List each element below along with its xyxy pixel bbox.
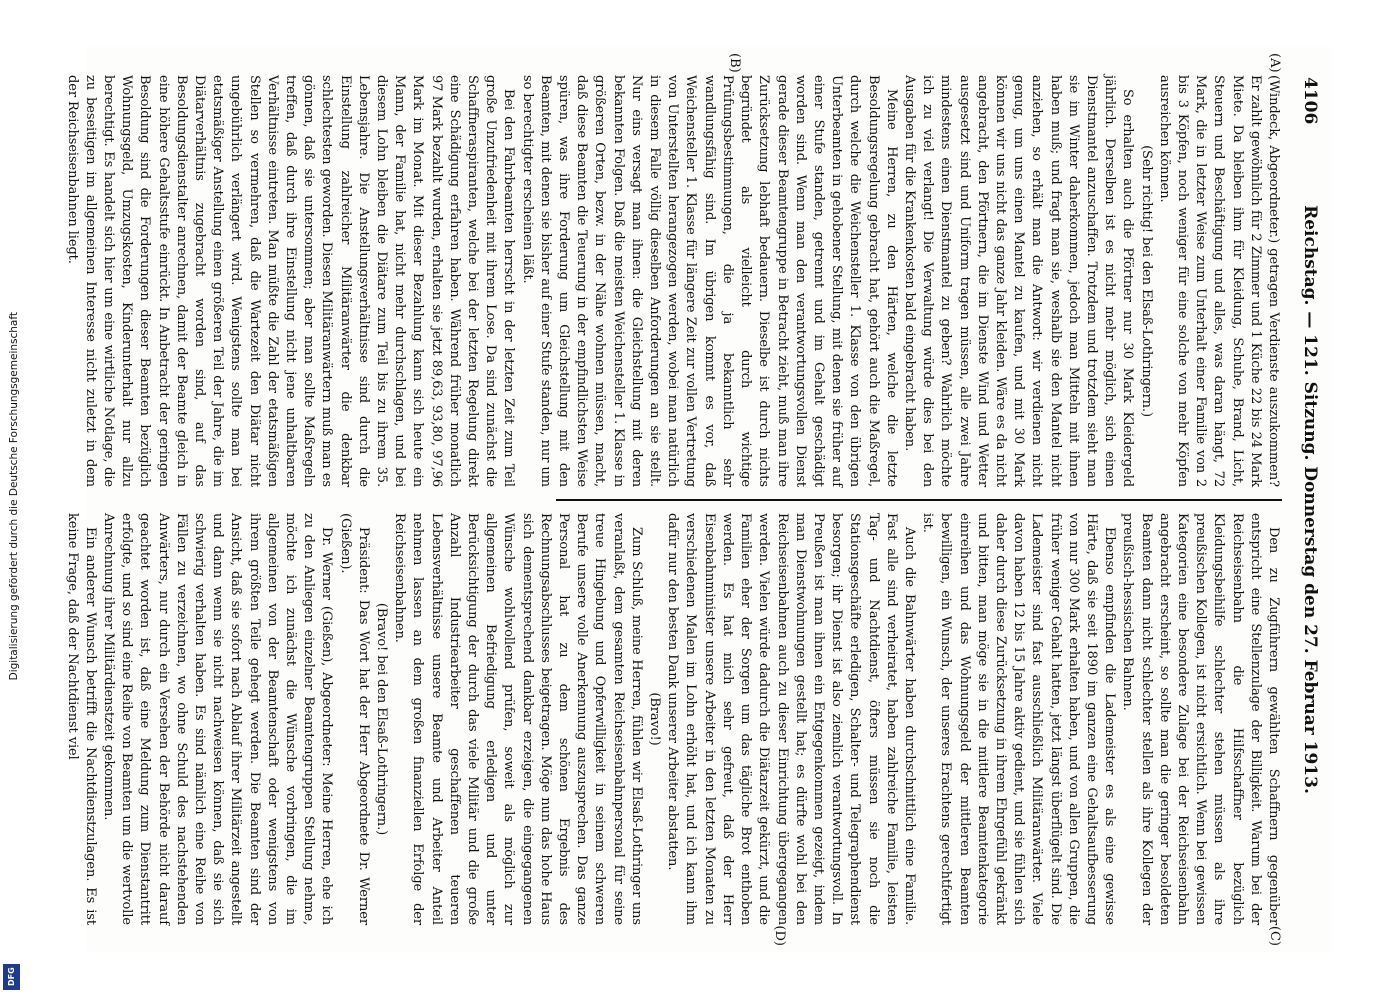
interjection: (Bravo! bei den Elsaß-Lothringern.) [374, 602, 390, 836]
margin-marker-c: (C) [1267, 925, 1282, 946]
paragraph: Ein anderer Wunsch betrifft die Nachtdienstzulagen. Es ist keine Frage, daß der Nachtdienst viel [64, 513, 98, 925]
paragraph: Bei den Fahrbeamten herrscht in der letzten Zeit zum Teil große Unzufriedenheit mit ihrem Lose. Da sind zunächst die Schaffneraspiranten, welche bei der letzten Regelung direkt eine Schädigung erfahren haben. Während früher monatlich 97 Mark bezahlt wurden, erhalten sie jetzt 89,63, 93,80, 97,96 Mark im Monat. Mit dieser Bezahlung kann sich heute ein Mann, der Familie hat, nicht mehr durchschlagen, und bei diesem Lohn bleiben die Diätare zum Teil bis zu ihrem 35. Lebensjahre. Die Anstellungsverhältnisse sind durch die Einstellung zahlreicher Militäranwärter die denkbar schlechtesten geworden. Diesen Militäranwärtern muß man es gönnen, daß sie untersommen; aber man sollte Maßregeln treffen, daß durch ihre Einstellung nicht jene unhaltbaren Verhältnisse eintreten. Man müßte die Zahl der etatsmäßigen Stellen so vermehren, daß die Wartezeit den Diätar nicht ungebührlich verlängert wird. Wenigstens sollte man bei etatsmäßiger Anstellung einen größeren Teil der Jahre, die im Diätarverhältnis zugebracht worden sind, auf das Besoldungsdienstalter anrechnen, damit der Beamte gleich in eine höhere Gehaltsstufe einrückt. In Anbetracht der geringen Besoldung sind die Forderungen dieser Beamten bezüglich Wohnungsgeld, Umzugskosten, Kinderunterhalt nur allzu berechtigt. Es handelt sich hier um eine wirtliche Notlage, die zu beseitigen im allgemeinen Interesse nicht zuletzt in dem der Reichseisenbahnen liegt. [64, 75, 517, 487]
interjection: (Sehr richtig! bei den Elsaß-Lothringern.) [1138, 145, 1154, 417]
funding-note: Digitalisierung gefördert durch die Deutsche Forschungsgemeinschaft [8, 312, 20, 681]
paragraph: Meine Herren, zu den Härten, welche die letzte Besoldungsregelung gebracht hat, gehört auch die Maßregel, durch welche die Weichensteller 1. Klasse von den übrigen Unterbeamten in gehobener Stellung, mit denen sie früher auf einer Stufe standen, getrennt und im Gehalt geschädigt worden sind. Wenn man den verantwortungsvollen Dienst gerade dieser Beamtengruppe in Betracht zieht, muß man ihre Zurücksetzung lebhaft bedauern. Dieselbe ist durch nichts begründet als vielleicht durch wichtige Prüfungsbestimmungen, die ja bekanntlich sehr wandlungsfähig sind. Im übrigen kommt es vor, daß Weichensteller 1. Klasse für längere Zeit zur vollen Vertretung von Unterstellten herangezogen werden, wobei man natürlich in diesem Falle völlig dieselben Anforderungen an sie stellt. Nur eins versagt man ihnen: die Gleichstellung mit deren bekannten Folgen. Daß die meisten Weichensteller 1. Klasse in größeren Orten, bezw. in der Nähe wohnen müssen, macht, daß diese Beamten die Teuerung in der empfindlichsten Weise spüren, was ihre Forderung um Gleichstellung mit den Beamten, mit denen sie bisher auf einer Stufe standen, nur um so berechtigter erscheinen läßt. [519, 75, 899, 487]
page-header [1290, 77, 1320, 922]
right-column [62, 513, 1282, 925]
paragraph: Den zu Zugführern gewählten Schaffnern gegenüber entspricht eine Stellenzulage der Billigkeit. Warum bei der Reichseisenbahn die Hilfsschaffner bezüglich Kleidungsbeihilfe schlechter stehen müssen als ihre preußischen Kollegen, ist nicht ersichtlich. Wenn bei gewissen Kategorien eine besondere Zulage bei der Reichseisenbahn angebracht erscheint, so sollte man die geringer besoldeten Beamten dann nicht schlechter stellen als ihre Kollegen der preußisch-hessischen Bahnen. [1120, 513, 1281, 925]
dfg-logo-icon: DFG [3, 964, 20, 990]
page-number: 4106 [1300, 77, 1320, 125]
margin-marker-d: (D) [772, 925, 787, 946]
margin-marker-b: (B) [727, 53, 742, 73]
paragraph: So erhalten auch die Pförtner nur 30 Mark Kleidergeld jährlich. Derselben ist es nicht mehr möglich, sich einen Dienstmantel anzuschaffen. Trotzdem und trotzdem sieht man sie im Winter daherkommen, jedoch man Mitteln mit ihnen haben muß; und fragt man sie, weshalb sie den Mantel nicht anziehen, so erhält man die Antwort: wir verdienen nicht genug, um uns einen Mantel zu kaufen, und mit 30 Mark können wir uns nicht das ganze Jahr kleiden. Wäre es da nicht angebracht, den Pförtnern, die im Dienste Wind und Wetter ausgesetzt sind und Uniform tragen müssen, alle zwei Jahre mindestens einen Dienstmantel zu geben? Wahrlich möchte ich zu viel verlangt! Die Verwaltung würde dies bei den Ausgaben für die Krankenkosten bald eingebracht haben. [901, 75, 1136, 487]
interjection: (Bravo!) [647, 692, 663, 746]
paragraph: Ebenso empfinden die Lademeister es als eine gewisse Härte, daß sie seit 1890 im ganzen eine Gehaltsaufbesserung von nur 300 Mark erhalten haben, und von allen Gruppen, die früher weniger Gehalt hatten, jetzt längst überflügelt sind. Die Lademeister sind fast ausschließlich Militäranwärter. Viele davon haben 12 bis 15 Jahre aktiv gedient, und sie fühlen sich daher durch diese Zurücksetzung in ihrem Ehrgefühl gekränkt und bitten, man möge sie in die mittlere Beamtenkategorie einreihen und das Wohnungsgeld der mittleren Beamten bewilligen, ein Wunsch, der unseres Erachtens gerechtfertigt ist. [920, 513, 1118, 925]
page-title: Reichstag. — 121. Sitzung. Donnerstag den 27. Februar 1913. [1300, 205, 1320, 794]
scanned-page [64, 47, 1332, 952]
left-column [62, 75, 1282, 487]
margin-marker-a: (A) [1267, 53, 1282, 73]
paragraph: Auch die Bahnwärter haben durchschnittlich eine Familie. Fast alle sind verheiratet, haben zahlreiche Familie, leisten Tag- und Nachtdienst, öfters müssen sie noch die Stationsgeschäfte erledigen, Schalter- und Telegraphendienst besorgen; ihr Dienst ist also ziemlich verantwortungsvoll. In Preußen ist man ihnen ein Entgegenkommen gezeigt, indem man Dienstwohnungen gestellt hat; es dürfte wohl bei den Reichseisenbahnen auch zu dieser Einrichtung übergegangen werden. Vielen würde dadurch die Diätarzeit gekürzt, und die Familien eher der Sorgen um das tägliche Brot enthoben werden. Es hat mich sehr gefreut, daß der Herr Eisenbahnminister unsere Arbeiter in den letzten Monaten zu verschiedenen Malen im Lohn erhöht hat, und ich kann ihm dafür nur den besten Dank unserer Arbeiter abstatten. [665, 513, 917, 925]
column-divider [556, 499, 1282, 501]
paragraph: (Windeck, Abgeordneter.) getragen Verdienste auszukommen? Er zahlt gewöhnlich für 2 Zimmer und 1 Küche 22 bis 24 Mark Miete. Da bleiben ihm für Kleidung, Schuhe, Brand, Licht, Steuern und Beschäftigung und alles, was daran hängt, 72 Mark, die in letzter Weise zum Unterhalt einer Familie von 2 bis 3 Köpfen, noch weniger für eine solche von mehr Köpfen ausreichen können. [1156, 75, 1281, 487]
paragraph: Zum Schluß, meine Herren, fühlen wir Elsaß-Lothringer uns veranlaßt, dem gesamten Reichseisenbahnpersonal für seine treue Hingebung und Opferwilligkeit in seinem schweren Berufe unsere volle Anerkennung auszusprechen. Das ganze Personal hat zu dem schönen Ergebnis des Rechnungsabschlusses beigetragen. Möge nun das hohe Haus sich dementsprechend dankbar erzeigen, die eingegangenen Wünsche wohlwollend prüfen, soweit als möglich zur allgemeinen Befriedigung erledigen und unter Berücksichtigung der durch das viele Militär und die große Anzahl Industriearbeiter geschaffenen teueren Lebensverhältnisse unsere Beamte und Arbeiter Anteil nehmen lassen an dem großen finanziellen Erfolge der Reichseisenbahnen. [392, 513, 644, 925]
president-statement: Präsident: Das Wort hat der Herr Abgeordnete Dr. Werner (Gießen). [337, 513, 371, 925]
speaker-paragraph: Dr. Werner (Gießen), Abgeordneter: Meine Herren, ehe ich zu den Anliegen einzelner Beamtengruppen Stellung nehme, möchte ich zunächst die Wünsche vorbringen, die im allgemeinen von der Beamtenschaft oder wenigstens von ihrem größten Teile gehegt werden. Die Beamten sind der Ansicht, daß sie sofort nach Ablauf ihrer Militärzeit angestellt und dann wenn sie nicht nachweisen können, daß sie sich schwierig verhalten haben. Es sind nämlich eine Reihe von Fällen zu verzeichnen, wo ohne Schuld des nachstehenden Anwärters, nur durch ein Versehen der Behörde nicht darauf geachtet worden ist, daß eine Meldung zum Dienstantritt erfolgte, und so sind eine Reihe von Beamten um die wertvolle Anrechnung ihrer Militärdienstzeit gekommen. [101, 513, 335, 925]
